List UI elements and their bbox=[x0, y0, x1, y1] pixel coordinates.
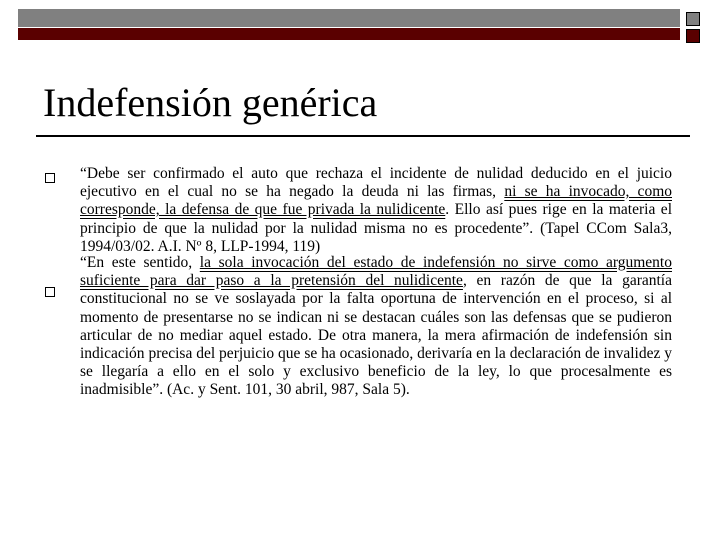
bullet-1-underlined-text: ni se ha invocado, como corresponde, la defensa de que fue privada la nulidicente bbox=[80, 183, 672, 219]
bullet-1-text-end: . Ello así pues rige en la materia el principio de que la nulidad por la nulidad misma no es procedente”. (Tapel CCom Sala3, 1994/03/02. A.I. Nº 8, LLP-1994, 119) bbox=[80, 201, 672, 255]
bullet-text-2 bbox=[80, 254, 672, 400]
bullet-2-underlined-text: la sola invocación del estado de indefensión no sirve como argumento suficiente para dar paso a la pretensión del nulidicente bbox=[80, 254, 672, 290]
bullet-1-text-start: “Debe ser confirmado el auto que rechaza el incidente de nulidad deducido en el juicio ejecutivo en el cual no se ha negado la deuda ni las firmas, bbox=[80, 165, 672, 201]
bullet-text-1 bbox=[80, 165, 672, 256]
title-divider bbox=[36, 135, 690, 137]
header-square-red bbox=[686, 29, 700, 43]
square-bullet-icon bbox=[45, 173, 55, 183]
square-bullet-icon bbox=[45, 287, 55, 297]
slide-title: Indefensión genérica bbox=[43, 80, 378, 125]
header-square-grey bbox=[686, 12, 700, 26]
header-bar-red bbox=[18, 28, 680, 40]
bullet-2-text-start: “En este sentido, bbox=[80, 254, 200, 271]
bullet-2-text-end: , en razón de que la garantía constitucional no se ve soslayada por la falta oportuna de intervención en el proceso, si al momento de presentarse no se indican ni se destacan cuáles son las defensas que se pudieron articular de no mediar aquel estado. De otra manera, la mera afirmación de indefensión sin indicación precisa del perjuicio que se ha ocasionado, derivaría en la declaración de invalidez y se llegaría a ello en el solo y exclusivo beneficio de la ley, lo que procesalmente es inadmisible”. (Ac. y Sent. 101, 30 abril, 987, Sala 5). bbox=[80, 272, 672, 399]
header-bar-grey bbox=[18, 9, 680, 27]
decorative-header-band bbox=[0, 0, 720, 40]
